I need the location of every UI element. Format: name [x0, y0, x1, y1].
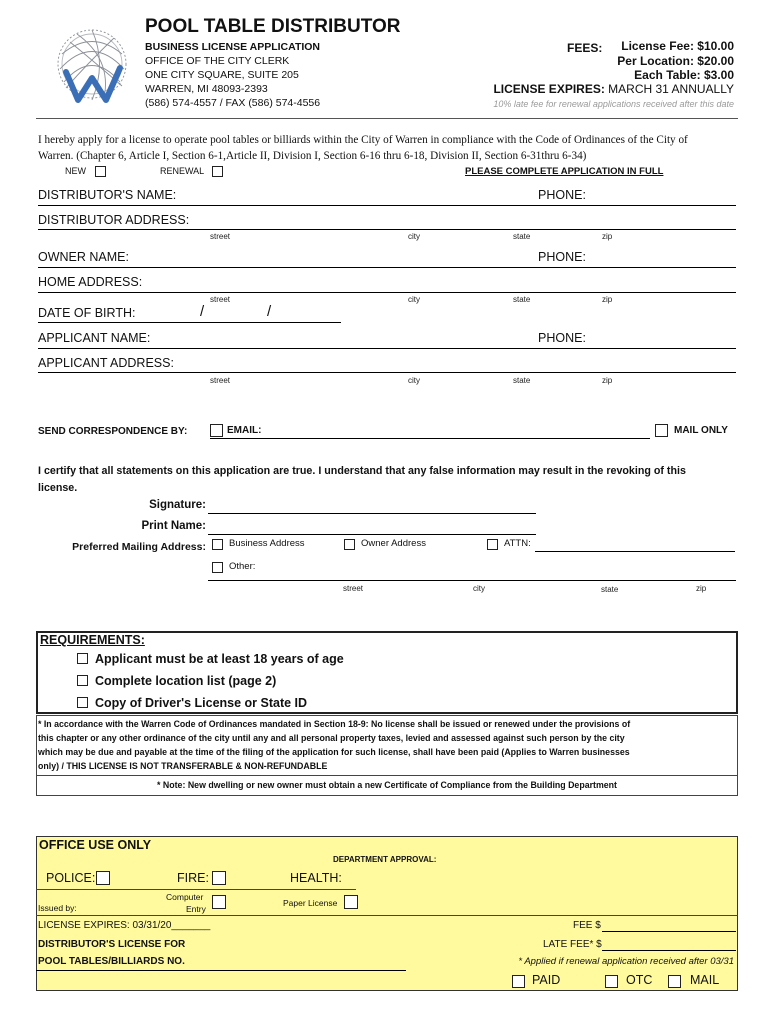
office-use-title: OFFICE USE ONLY [39, 838, 152, 852]
compliance-note: * Note: New dwelling or new owner must obtain a new Certificate of Compliance from the Building Department [157, 780, 617, 790]
other-city-hint: city [473, 584, 485, 593]
business-address-label: Business Address [229, 538, 305, 549]
ordinance-note-line-4: only) / THIS LICENSE IS NOT TRANSFERABLE & NON-REFUNDABLE [38, 761, 328, 771]
certify-line-1: I certify that all statements on this application are true. I understand that any false information may result in the revoking of this [38, 465, 686, 477]
office-name: OFFICE OF THE CITY CLERK [145, 55, 290, 67]
mail-checkbox[interactable] [668, 975, 681, 988]
police-checkbox[interactable] [96, 871, 110, 885]
signature-label: Signature: [149, 499, 206, 511]
attn-label: ATTN: [504, 538, 531, 549]
preferred-mailing-label: Preferred Mailing Address: [72, 541, 206, 553]
fire-checkbox[interactable] [212, 871, 226, 885]
late-fee-note: 10% late fee for renewal applications received after this date [493, 99, 734, 109]
ordinance-note-line-2: this chapter or any other ordinance of the city until any and all personal property taxes, levied and assessed against such person by the city [38, 733, 625, 743]
health-label: HEALTH: [290, 871, 342, 885]
ordinance-note-line-1: * In accordance with the Warren Code of Ordinances mandated in Section 18-9: No license shall be issued or renewed under the provisions of [38, 719, 631, 729]
address-street-hint: street [210, 232, 231, 241]
applicant-address-label: APPLICANT ADDRESS: [38, 356, 174, 370]
mail-only-checkbox[interactable] [655, 424, 668, 437]
other-checkbox[interactable] [212, 562, 223, 573]
police-label: POLICE: [46, 871, 96, 885]
paid-label: PAID [532, 973, 561, 987]
applicant-name-label: APPLICANT NAME: [38, 331, 151, 345]
distributor-phone-label: PHONE: [538, 188, 586, 202]
applicant-state-hint: state [513, 376, 531, 385]
fee-label: FEE $ [573, 920, 601, 931]
other-zip-hint: zip [696, 584, 707, 593]
applicant-name-field[interactable] [38, 348, 736, 349]
business-address-checkbox[interactable] [212, 539, 223, 550]
mail-label: MAIL [690, 973, 720, 987]
other-address-field[interactable] [208, 580, 736, 581]
license-expires [493, 82, 734, 96]
print-name-field[interactable] [208, 534, 536, 535]
home-zip-hint: zip [602, 295, 613, 304]
home-address-field[interactable] [38, 292, 736, 293]
dob-slash-2: / [267, 303, 272, 320]
fire-label: FIRE: [177, 871, 209, 885]
renewal-label: RENEWAL [160, 166, 205, 176]
owner-address-label: Owner Address [361, 538, 426, 549]
distributor-address-label: DISTRIBUTOR ADDRESS: [38, 213, 190, 227]
email-label: EMAIL: [227, 425, 262, 436]
fees-label: FEES: [567, 41, 603, 55]
applicant-address-field[interactable] [38, 372, 736, 373]
owner-phone-label: PHONE: [538, 250, 586, 264]
intro-line-1: I hereby apply for a license to operate pool tables or billiards within the City of Warren in compliance with the Code of Ordinances of the City of [38, 134, 688, 146]
print-name-label: Print Name: [141, 520, 206, 532]
owner-address-checkbox[interactable] [344, 539, 355, 550]
computer-entry-checkbox[interactable] [212, 895, 226, 909]
other-state-hint: state [601, 585, 619, 594]
requirement-id: Copy of Driver's License or State ID [95, 696, 308, 710]
dob-slash-1: / [200, 303, 205, 320]
fee-table: Each Table: $3.00 [634, 68, 734, 82]
form-subtitle: BUSINESS LICENSE APPLICATION [145, 41, 321, 53]
fee-field[interactable] [602, 931, 736, 932]
renewal-checkbox[interactable] [212, 166, 223, 177]
home-state-hint: state [513, 295, 531, 304]
email-checkbox[interactable] [210, 424, 223, 437]
applicant-city-hint: city [408, 376, 420, 385]
distributor-license-line-2: POOL TABLES/BILLIARDS NO. [38, 956, 185, 967]
home-address-label: HOME ADDRESS: [38, 275, 143, 289]
fee-location: Per Location: $20.00 [617, 54, 734, 68]
office-address-2: WARREN, MI 48093-2393 [145, 83, 268, 95]
mail-only-label: MAIL ONLY [674, 425, 728, 436]
office-row-divider-2 [36, 915, 738, 916]
date-of-birth-field[interactable] [38, 322, 341, 323]
requirement-id-checkbox[interactable] [77, 697, 88, 708]
otc-label: OTC [626, 973, 653, 987]
other-label: Other: [229, 561, 256, 572]
ordinance-note-line-3: which may be due and payable at the time of the filing of the application for such license, shall have been paid (Applies to Warren businesses [38, 747, 630, 757]
license-expires-value: MARCH 31 ANNUALLY [608, 82, 734, 96]
department-approval-label: DEPARTMENT APPROVAL: [333, 855, 437, 864]
applicant-street-hint: street [210, 376, 231, 385]
license-expires-label: LICENSE EXPIRES: [493, 82, 605, 96]
office-phone: (586) 574-4557 / FAX (586) 574-4556 [145, 97, 321, 109]
certify-line-2: license. [38, 482, 78, 494]
office-address-1: ONE CITY SQUARE, SUITE 205 [145, 69, 299, 81]
paper-license-checkbox[interactable] [344, 895, 358, 909]
applicant-zip-hint: zip [602, 376, 613, 385]
distributor-name-label: DISTRIBUTOR'S NAME: [38, 188, 177, 202]
requirement-location-list-checkbox[interactable] [77, 675, 88, 686]
owner-name-label: OWNER NAME: [38, 250, 129, 264]
computer-entry-label-2: Entry [186, 904, 206, 914]
signature-field[interactable] [208, 513, 536, 514]
issued-by-label: Issued by: [38, 903, 77, 913]
requirements-title: REQUIREMENTS: [40, 633, 145, 647]
license-number-field[interactable] [36, 970, 406, 971]
requirement-location-list: Complete location list (page 2) [95, 674, 277, 688]
requirement-age-checkbox[interactable] [77, 653, 88, 664]
home-street-hint: street [210, 295, 231, 304]
fee-license: License Fee: $10.00 [621, 39, 734, 53]
computer-entry-label-1: Computer [166, 892, 204, 902]
header-divider [36, 118, 738, 119]
otc-checkbox[interactable] [605, 975, 618, 988]
form-title: POOL TABLE DISTRIBUTOR [145, 16, 401, 37]
other-street-hint: street [343, 584, 364, 593]
intro-line-2: Warren. (Chapter 6, Article I, Section 6-1,Article II, Division I, Section 6-16 thru 6-18, Division II, Section 6-31thru 6-34) [38, 150, 587, 162]
complete-note: PLEASE COMPLETE APPLICATION IN FULL [465, 166, 664, 177]
city-of-warren-logo [52, 24, 132, 106]
office-row-divider-1 [36, 889, 356, 890]
late-fee-label: LATE FEE* $ [543, 939, 602, 950]
license-expires-office: LICENSE EXPIRES: 03/31/20_______ [38, 920, 211, 931]
paper-license-label: Paper License [283, 898, 338, 908]
correspondence-label: SEND CORRESPONDENCE BY: [38, 426, 188, 437]
distributor-name-field[interactable] [38, 205, 736, 206]
address-zip-hint: zip [602, 232, 613, 241]
late-fee-field[interactable] [602, 950, 736, 951]
email-field[interactable] [210, 438, 650, 439]
new-checkbox[interactable] [95, 166, 106, 177]
new-label: NEW [65, 166, 86, 176]
attn-checkbox[interactable] [487, 539, 498, 550]
requirement-age: Applicant must be at least 18 years of age [95, 652, 344, 666]
applicant-phone-label: PHONE: [538, 331, 586, 345]
attn-field[interactable] [535, 551, 735, 552]
address-state-hint: state [513, 232, 531, 241]
address-city-hint: city [408, 232, 420, 241]
owner-name-field[interactable] [38, 267, 736, 268]
distributor-license-line-1: DISTRIBUTOR'S LICENSE FOR [38, 939, 186, 950]
home-city-hint: city [408, 295, 420, 304]
distributor-address-field[interactable] [38, 229, 736, 230]
date-of-birth-label: DATE OF BIRTH: [38, 306, 136, 320]
late-fee-note-office: * Applied if renewal application received after 03/31 [518, 956, 734, 967]
paid-checkbox[interactable] [512, 975, 525, 988]
